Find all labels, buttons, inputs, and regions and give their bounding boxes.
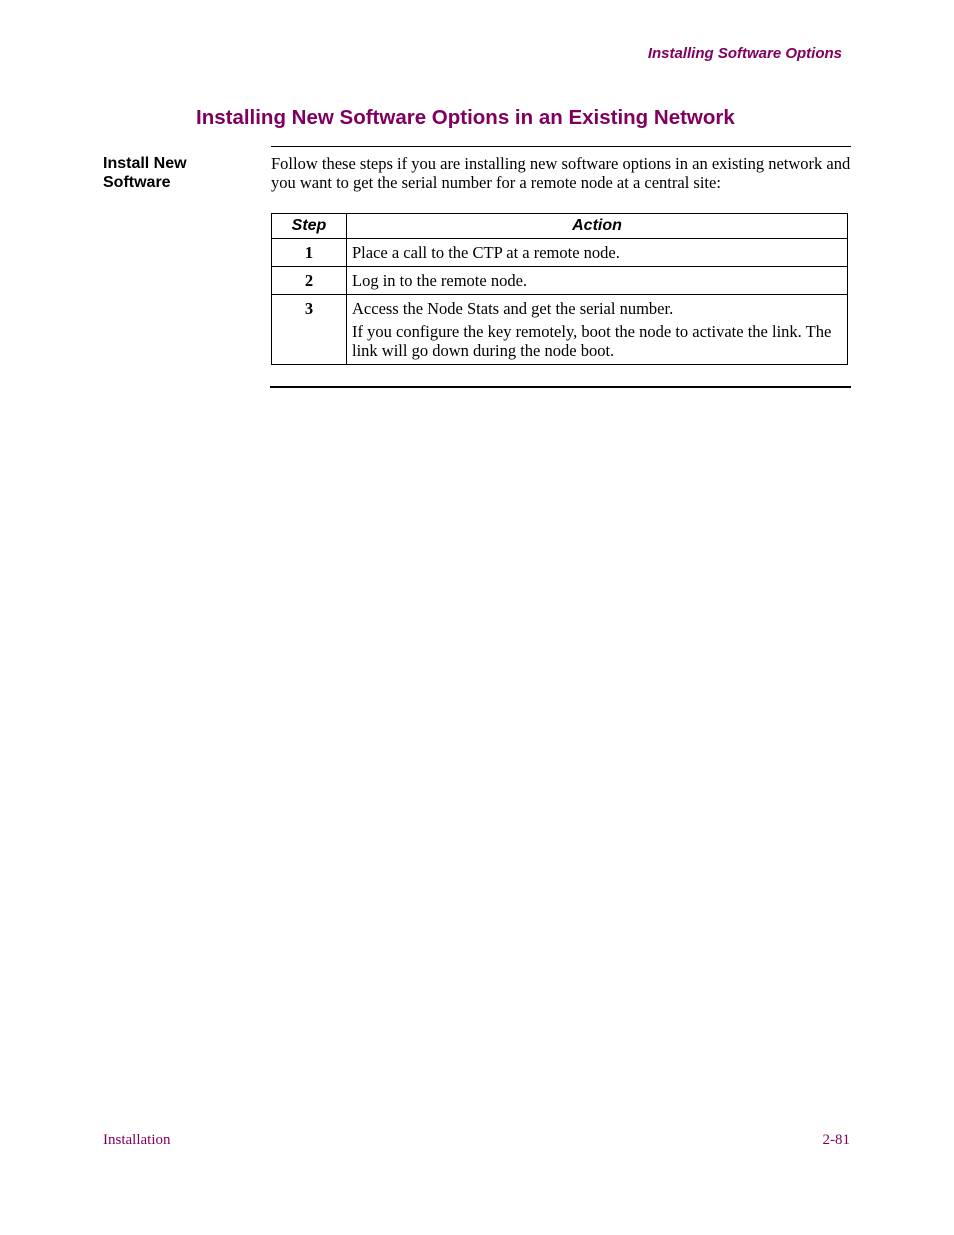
table-row [272,295,848,365]
step-action-text: Log in to the remote node. [352,271,528,290]
step-number: 2 [272,267,347,295]
step-column-header: Step [272,214,347,239]
page-number: 2-81 [822,1132,850,1148]
running-head: Installing Software Options [647,45,842,62]
step-action [347,267,848,295]
top-rule [271,146,851,147]
step-action [347,239,848,267]
step-action-text: Place a call to the CTP at a remote node. [352,243,620,262]
step-number: 1 [272,239,347,267]
step-action-note: If you configure the key remotely, boot the node to activate the link. The link will go down during the node boot. [352,322,832,360]
table-header-row [272,214,848,239]
section-title: Installing New Software Options in an Existing Network [196,106,735,129]
table-row [272,239,848,267]
table-row [272,267,848,295]
footer-chapter: Installation [103,1132,171,1148]
steps-table [271,213,848,365]
step-action [347,295,848,365]
step-number: 3 [272,295,347,365]
intro-paragraph: Follow these steps if you are installing new software options in an existing network and you want to get the serial number for a remote node at a central site: [271,154,851,192]
side-heading: Install New Software [103,155,187,191]
step-action-text: Access the Node Stats and get the serial number. [352,299,674,318]
action-column-header: Action [347,214,848,239]
bottom-rule [270,386,851,388]
